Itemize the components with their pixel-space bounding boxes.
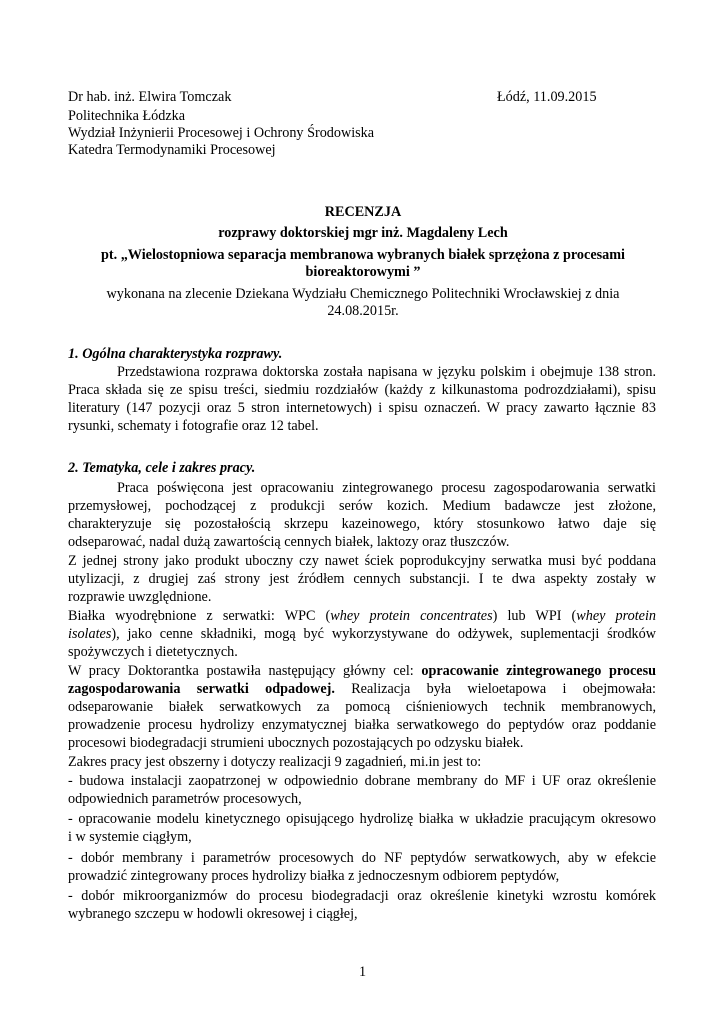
- text-line: i w systemie ciągłym,: [68, 829, 192, 845]
- text-line: prowadzenie procesu hydrolizy enzymatycznej białka serwatkowego do peptydów oraz poddanie: [68, 717, 656, 733]
- section2-heading: 2. Tematyka, cele i zakres pracy.: [68, 460, 256, 476]
- text-line: spożywczych i dietetycznych.: [68, 644, 238, 660]
- text-span: Białka wyodrębnione z serwatki: WPC (: [68, 608, 331, 624]
- section2-paragraph2: [68, 552, 656, 606]
- text-line: - dobór membrany i parametrów procesowych do NF peptydów serwatkowych, aby w efekcie: [68, 850, 656, 866]
- text-line: odseparować, nadal dużą zawartością cennych białek, laktozy oraz tłuszczów.: [68, 534, 510, 550]
- text-line: [68, 625, 656, 643]
- bullet-item: [68, 887, 656, 923]
- text-span: ), jako cenne składniki, mogą być wykorzystywane do odżywek, suplementacji środków: [111, 626, 656, 642]
- text-span: Realizacja była wieloetapowa i obejmowała:: [334, 681, 656, 697]
- section2-paragraph1: [68, 479, 656, 551]
- italic-term: whey protein concentrates: [330, 608, 493, 624]
- text-line: - budowa instalacji zaopatrzonej w odpowiednio dobrane membrany do MF i UF oraz określenie: [68, 773, 656, 789]
- italic-term: isolates: [68, 626, 112, 642]
- text-span: W pracy Doktorantka postawiła następujący główny cel:: [68, 663, 422, 679]
- review-subtitle: rozprawy doktorskiej mgr inż. Magdaleny Lech: [218, 225, 508, 241]
- section2-paragraph4: [68, 662, 656, 752]
- text-line: przemysłowej, pochodzącej z produkcji serów kozich. Medium badawcze jest złożone,: [68, 498, 656, 514]
- page-number: 1: [358, 964, 367, 980]
- thesis-title-line1: pt. „Wielostopniowa separacja membranowa wybranych białek sprzężona z procesami: [101, 247, 625, 263]
- place-date: Łódź, 11.09.2015: [497, 89, 597, 105]
- text-line: prowadzić zintegrowany proces hydrolizy białka z jednoczesnym odbiorem peptydów,: [68, 868, 560, 884]
- text-line: [68, 680, 656, 698]
- text-line: Praca składa się ze spisu treści, siedmiu rozdziałów (każdy z kilkunastoma podrozdziałami), spisu: [68, 382, 656, 398]
- affiliation-block: [68, 108, 374, 159]
- commission-line1: wykonana na zlecenie Dziekana Wydziału Chemicznego Politechniki Wrocławskiej z dnia: [106, 286, 620, 302]
- review-title: RECENZJA: [324, 204, 402, 220]
- text-line: [68, 607, 656, 625]
- bullet-item: [68, 810, 656, 846]
- text-line: rysunki, schematy i fotografie oraz 12 tabel.: [68, 418, 319, 434]
- text-line: literatury (147 pozycji oraz 5 stron internetowych) i spisu oznaczeń. W pracy zawarto łącznie 83: [68, 400, 656, 416]
- text-line: Praca poświęcona jest opracowaniu zintegrowanego procesu zagospodarowania serwatki: [117, 480, 656, 496]
- bullet-item: [68, 849, 656, 885]
- section1-paragraph: [68, 363, 656, 435]
- text-span: ) lub WPI (: [492, 608, 577, 624]
- affiliation-department: Katedra Termodynamiki Procesowej: [68, 142, 276, 158]
- affiliation-university: Politechnika Łódzka: [68, 108, 186, 124]
- text-line: wybranego szczepu w hodowli okresowej i ciągłej,: [68, 906, 358, 922]
- text-line: procesowi biodegradacji strumieni ubocznych pozostających po odzysku białek.: [68, 735, 524, 751]
- reviewer-name: Dr hab. inż. Elwira Tomczak: [68, 89, 232, 105]
- bold-goal: zagospodarowania serwatki odpadowej.: [68, 681, 335, 697]
- text-line: utylizacji, z drugiej zaś strony jest źródłem cennych substancji. I te dwa aspekty zostały w: [68, 571, 656, 587]
- text-line: - opracowanie modelu kinetycznego opisującego hydrolizę białka w układzie pracującym okresowo: [68, 811, 656, 827]
- text-line: odseparowanie białek serwatkowych za pomocą ciśnieniowych technik membranowych,: [68, 699, 656, 715]
- text-line: Z jednej strony jako produkt uboczny czy nawet ściek poprodukcyjny serwatka musi być poddana: [68, 553, 656, 569]
- text-line: Przedstawiona rozprawa doktorska została napisana w języku polskim i obejmuje 138 stron.: [117, 364, 656, 380]
- section1-heading: 1. Ogólna charakterystyka rozprawy.: [68, 346, 283, 362]
- text-line: charakteryzuje się pozostałością skrzepu kazeinowego, który stosunkowo łatwo daje się: [68, 516, 656, 532]
- text-line: rozprawie uwzględnione.: [68, 589, 212, 605]
- text-line: odpowiednich parametrów procesowych,: [68, 791, 302, 807]
- bold-goal: opracowanie zintegrowanego procesu: [421, 663, 656, 679]
- text-line: - dobór mikroorganizmów do procesu biodegradacji oraz określenie kinetyki wzrostu komórek: [68, 888, 656, 904]
- thesis-title-line2: bioreaktorowymi ”: [305, 264, 421, 280]
- section2-paragraph3: [68, 607, 656, 661]
- section2-scope-intro: Zakres pracy jest obszerny i dotyczy realizacji 9 zagadnień, mi.in jest to:: [68, 754, 482, 770]
- text-line: [68, 662, 656, 680]
- italic-term: whey protein: [576, 608, 657, 624]
- commission-line2: 24.08.2015r.: [327, 303, 399, 319]
- affiliation-faculty: Wydział Inżynierii Procesowej i Ochrony Środowiska: [68, 125, 375, 141]
- bullet-item: [68, 772, 656, 808]
